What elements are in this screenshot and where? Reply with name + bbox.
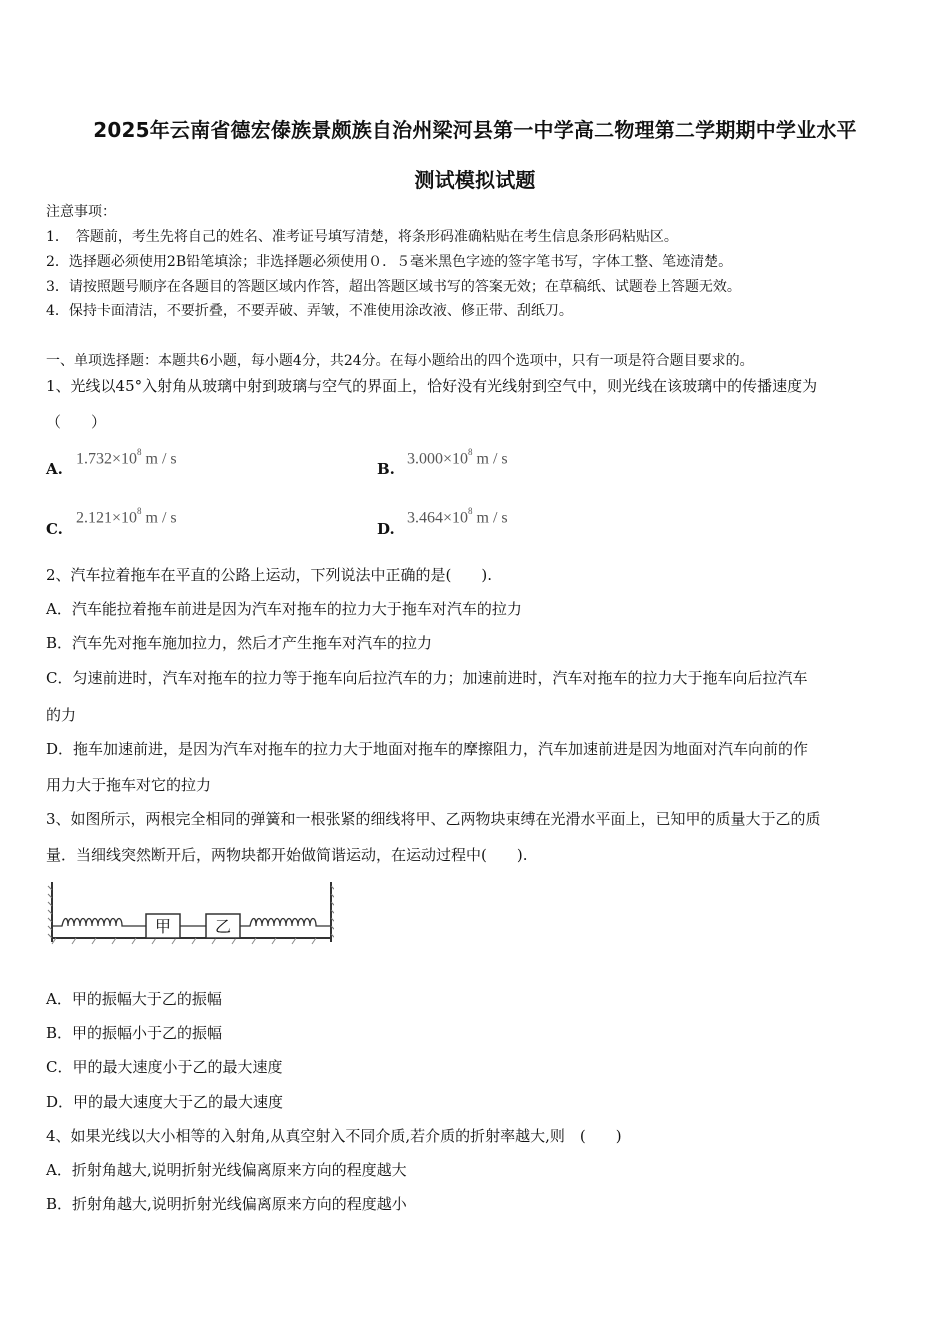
q1-option-c-value: $2.121\times 10^8$ m / s xyxy=(76,506,177,527)
q1-stem-line1: 1、光线以45°入射角从玻璃中射到玻璃与空气的界面上，恰好没有光线射到空气中，则光线在该玻璃中的传播速度为 xyxy=(46,377,818,395)
page-title-line2: 测试模拟试题 xyxy=(414,168,536,192)
notice-item-1: 1． 答题前，考生先将自己的姓名、准考证号填写清楚，将条形码准确粘贴在考生信息条形码粘贴区。 xyxy=(46,229,678,245)
q1-option-b-letter: B. xyxy=(377,460,395,478)
q1-option-a-value: $1.732\times 10^8$ m / s xyxy=(76,447,177,468)
block-yi-label: 乙 xyxy=(214,917,232,936)
q2-option-d-line1: D．拖车加速前进，是因为汽车对拖车的拉力大于地面对拖车的摩擦阻力，汽车加速前进是因为地面对汽车向前的作 xyxy=(46,740,809,758)
notice-item-4: 4．保持卡面清洁，不要折叠，不要弄破、弄皱，不准使用涂改液、修正带、刮纸刀。 xyxy=(46,303,573,319)
q1-option-c-letter: C. xyxy=(46,520,63,538)
q2-option-c-line2: 的力 xyxy=(46,706,77,724)
q3-stem-line1: 3、如图所示，两根完全相同的弹簧和一根张紧的细线将甲、乙两物块束缚在光滑水平面上，已知甲的质量大于乙的质 xyxy=(46,810,821,828)
q3-option-c: C．甲的最大速度小于乙的最大速度 xyxy=(46,1058,283,1076)
q1-option-b-value: $3.000\times 10^8$ m / s xyxy=(407,447,508,468)
spring-diagram xyxy=(46,880,334,950)
right-spring xyxy=(240,919,331,927)
q2-option-b: B．汽车先对拖车施加拉力，然后才产生拖车对汽车的拉力 xyxy=(46,634,433,652)
q3-option-d: D．甲的最大速度大于乙的最大速度 xyxy=(46,1093,284,1111)
q2-option-c-line1: C．匀速前进时，汽车对拖车的拉力等于拖车向后拉汽车的力；加速前进时，汽车对拖车的拉力大于拖车向后拉汽车 xyxy=(46,669,808,687)
notice-item-3: 3．请按照题号顺序在各题目的答题区域内作答，超出答题区域书写的答案无效；在草稿纸、试题卷上答题无效。 xyxy=(46,279,741,295)
q2-option-a: A．汽车能拉着拖车前进是因为汽车对拖车的拉力大于拖车对汽车的拉力 xyxy=(46,600,522,618)
q4-option-a: A．折射角越大,说明折射光线偏离原来方向的程度越大 xyxy=(46,1161,407,1179)
q2-option-d-line2: 用力大于拖车对它的拉力 xyxy=(46,776,212,794)
q3-option-b: B．甲的振幅小于乙的振幅 xyxy=(46,1024,223,1042)
left-spring xyxy=(52,919,146,927)
q3-option-a: A．甲的振幅大于乙的振幅 xyxy=(46,990,222,1008)
notice-heading: 注意事项： xyxy=(46,204,116,220)
q1-option-d-value: $3.464\times 10^8$ m / s xyxy=(407,506,508,527)
notice-item-2: 2．选择题必须使用2B铅笔填涂；非选择题必须使用０．５毫米黑色字迹的签字笔书写，字体工整、笔迹清楚。 xyxy=(46,254,733,270)
q2-stem: 2、汽车拉着拖车在平直的公路上运动，下列说法中正确的是( ). xyxy=(46,566,493,584)
block-jia-label: 甲 xyxy=(154,917,172,936)
q1-option-d-letter: D. xyxy=(377,520,395,538)
spring-blocks-figure xyxy=(46,880,334,950)
q1-option-a-letter: A. xyxy=(46,460,63,478)
q1-stem-line2: （ ） xyxy=(46,413,107,431)
q4-option-b: B．折射角越大,说明折射光线偏离原来方向的程度越小 xyxy=(46,1195,407,1213)
q3-stem-line2: 量．当细线突然断开后，两物块都开始做简谐运动，在运动过程中( ). xyxy=(46,846,528,864)
q4-stem: 4、如果光线以大小相等的入射角,从真空射入不同介质,若介质的折射率越大,则 ( ) xyxy=(46,1127,622,1145)
page-title-line1: 2025年云南省德宏傣族景颇族自治州梁河县第一中学高二物理第二学期期中学业水平 xyxy=(93,118,857,142)
section-header: 一、单项选择题：本题共6小题，每小题4分，共24分。在每小题给出的四个选项中，只有一项是符合题目要求的。 xyxy=(46,353,754,369)
